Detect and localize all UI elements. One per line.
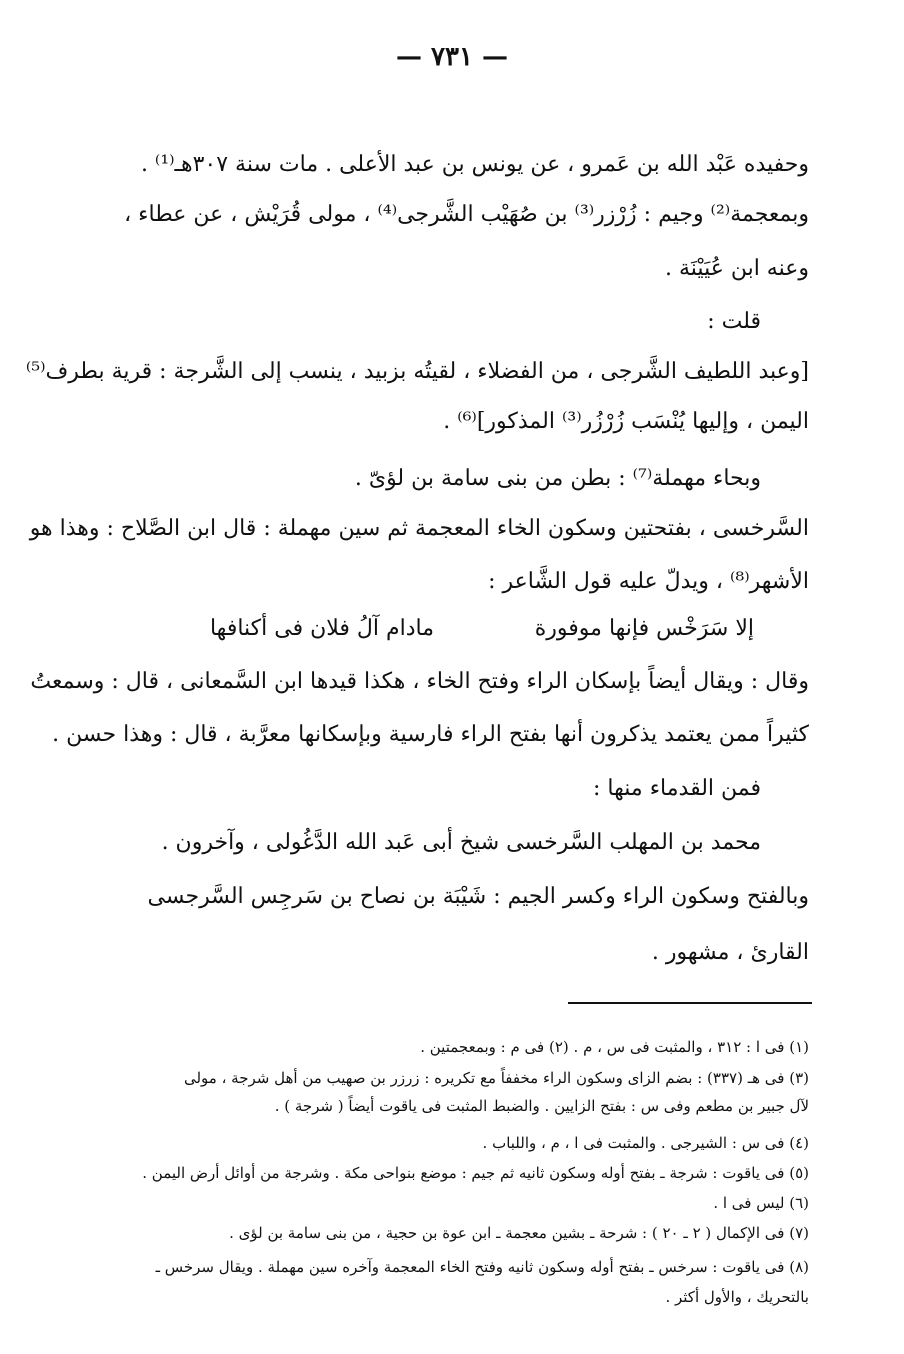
body-line: وقال : ويقال أيضاً بإسكان الراء وفتح الخاء ، هكذا قيدها ابن السَّمعانى ، قال : وسمعتُ — [30, 669, 809, 694]
footnote-line: (٣) فى هـ (٣٣٧) : بضم الزاى وسكون الراء مخففاً مع تكريره : زرزر بن صهيب من أهل شرجة ، مولى — [183, 1069, 809, 1087]
poem-verse — [0, 612, 904, 646]
poem-hemistich-right: إلا سَرَخْس فإنها موفورة — [534, 616, 754, 641]
poem-hemistich-left: مادام آلُ فلان فى أكنافها — [209, 616, 434, 641]
footnote-line: لآل جبير بن مطعم وفى س : بفتح الزايين . والضبط المثبت فى ياقوت أيضاً ( شرجة ) . — [274, 1097, 809, 1115]
body-line: [وعبد اللطيف الشَّرجى ، من الفضلاء ، لقيتُه بزبيد ، ينسب إلى الشَّرجة : قرية بطرف⁽⁵⁾ — [25, 359, 809, 384]
body-line: قلت : — [707, 309, 761, 334]
footnote-line: (٨) فى ياقوت : سرخس ـ بفتح أوله وسكون ثانيه وفتح الخاء المعجمة وآخره سين مهملة . ويقال سرخس ـ — [155, 1258, 809, 1276]
body-line: السَّرخسى ، بفتحتين وسكون الخاء المعجمة ثم سين مهملة : قال ابن الصَّلاح : وهذا هو — [29, 516, 809, 541]
page-number: — ٧٣١ — — [395, 42, 509, 72]
body-line: كثيراً ممن يعتمد يذكرون أنها بفتح الراء فارسية وبإسكانها معرَّبة ، قال : وهذا حسن . — [52, 722, 809, 747]
body-line: اليمن ، وإليها يُنْسَب زُرْزُر⁽³⁾ المذكور]⁽⁶⁾ . — [443, 409, 809, 434]
body-line: فمن القدماء منها : — [593, 776, 761, 801]
body-line: وبمعجمة⁽²⁾ وجيم : زُرْزر⁽³⁾ بن صُهَيْب الشَّرجى⁽⁴⁾ ، مولى قُرَيْش ، عن عطاء ، — [124, 202, 809, 227]
footnote-line: (١) فى ا : ٣١٢ ، والمثبت فى س ، م . (٢) فى م : وبمعجمتين . — [420, 1038, 809, 1056]
body-line: وعنه ابن عُيَيْنَة . — [665, 256, 809, 281]
body-line: القارئ ، مشهور . — [651, 940, 809, 965]
footnote-separator — [568, 1002, 812, 1004]
footnote-line: (٤) فى س : الشيرجى . والمثبت فى ا ، م ، واللباب . — [482, 1134, 809, 1152]
footnote-line: بالتحريك ، والأول أكثر . — [665, 1288, 809, 1306]
body-line: وبالفتح وسكون الراء وكسر الجيم : شَيْبَة بن نصاح بن سَرجِس السَّرجسى — [147, 884, 809, 909]
body-line: وحفيده عَبْد الله بن عَمرو ، عن يونس بن عبد الأعلى . مات سنة ٣٠٧هـ⁽¹⁾ . — [140, 152, 809, 177]
body-line: محمد بن المهلب السَّرخسى شيخ أبى عَبد الله الدَّغُولى ، وآخرون . — [161, 830, 761, 855]
footnote-line: (٧) فى الإكمال ( ٢ ـ ٢٠ ) : شرحة ـ بشين معجمة ـ ابن عوة بن حجية ، من بنى سامة بن لؤى . — [229, 1224, 809, 1242]
body-line: وبحاء مهملة⁽⁷⁾ : بطن من بنى سامة بن لؤىّ . — [354, 466, 761, 491]
body-line: الأشهر⁽⁸⁾ ، ويدلّ عليه قول الشَّاعر : — [488, 569, 809, 594]
footnote-line: (٥) فى ياقوت : شرجة ـ بفتح أوله وسكون ثانيه ثم جيم : موضع بنواحى مكة . وشرجة من أوائل أرض اليمن . — [142, 1164, 809, 1182]
footnote-line: (٦) ليس فى ا . — [713, 1194, 809, 1212]
